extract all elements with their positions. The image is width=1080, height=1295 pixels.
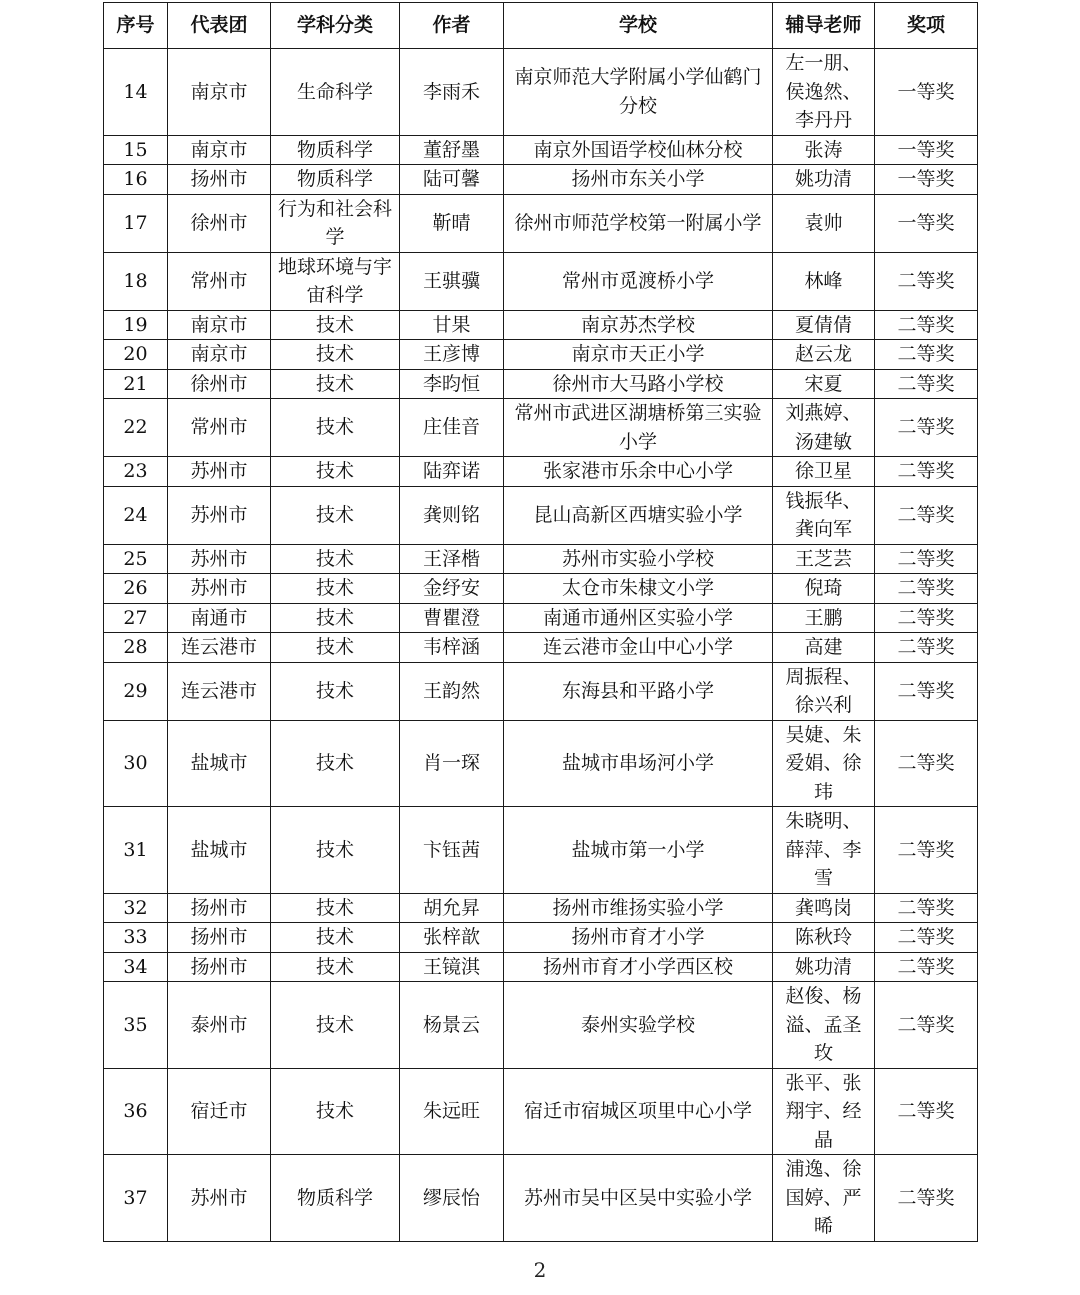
cell-subject: 技术 bbox=[271, 574, 400, 604]
cell-no: 33 bbox=[104, 923, 168, 953]
cell-school: 徐州市师范学校第一附属小学 bbox=[504, 194, 773, 252]
cell-award: 二等奖 bbox=[875, 544, 978, 574]
cell-no: 15 bbox=[104, 135, 168, 165]
cell-no: 36 bbox=[104, 1068, 168, 1155]
cell-delegation: 常州市 bbox=[168, 399, 271, 457]
cell-award: 二等奖 bbox=[875, 340, 978, 370]
cell-award: 一等奖 bbox=[875, 194, 978, 252]
cell-delegation: 盐城市 bbox=[168, 807, 271, 894]
cell-advisor: 张涛 bbox=[773, 135, 875, 165]
cell-advisor: 袁帅 bbox=[773, 194, 875, 252]
cell-delegation: 连云港市 bbox=[168, 633, 271, 663]
cell-advisor: 倪琦 bbox=[773, 574, 875, 604]
cell-author: 李雨禾 bbox=[400, 49, 504, 136]
cell-subject: 技术 bbox=[271, 662, 400, 720]
cell-subject: 技术 bbox=[271, 982, 400, 1069]
cell-author: 张梓歆 bbox=[400, 923, 504, 953]
cell-advisor: 宋夏 bbox=[773, 369, 875, 399]
cell-school: 扬州市育才小学 bbox=[504, 923, 773, 953]
cell-author: 王骐骥 bbox=[400, 252, 504, 310]
cell-author: 王韵然 bbox=[400, 662, 504, 720]
cell-subject: 行为和社会科学 bbox=[271, 194, 400, 252]
cell-subject: 技术 bbox=[271, 399, 400, 457]
cell-subject: 物质科学 bbox=[271, 165, 400, 195]
table-row bbox=[104, 1155, 978, 1242]
cell-no: 35 bbox=[104, 982, 168, 1069]
cell-award: 二等奖 bbox=[875, 807, 978, 894]
cell-subject: 物质科学 bbox=[271, 135, 400, 165]
cell-delegation: 苏州市 bbox=[168, 544, 271, 574]
cell-no: 24 bbox=[104, 486, 168, 544]
cell-subject: 技术 bbox=[271, 457, 400, 487]
cell-author: 韦梓涵 bbox=[400, 633, 504, 663]
cell-award: 二等奖 bbox=[875, 720, 978, 807]
table-row bbox=[104, 49, 978, 136]
cell-advisor: 赵云龙 bbox=[773, 340, 875, 370]
cell-advisor: 姚功清 bbox=[773, 165, 875, 195]
cell-delegation: 扬州市 bbox=[168, 165, 271, 195]
cell-author: 金纾安 bbox=[400, 574, 504, 604]
cell-advisor: 左一朋、侯逸然、李丹丹 bbox=[773, 49, 875, 136]
cell-author: 陆可馨 bbox=[400, 165, 504, 195]
cell-subject: 技术 bbox=[271, 923, 400, 953]
cell-advisor: 王芝芸 bbox=[773, 544, 875, 574]
header-school: 学校 bbox=[504, 3, 773, 49]
cell-school: 苏州市实验小学校 bbox=[504, 544, 773, 574]
cell-author: 李昀恒 bbox=[400, 369, 504, 399]
cell-school: 太仓市朱棣文小学 bbox=[504, 574, 773, 604]
cell-subject: 技术 bbox=[271, 544, 400, 574]
cell-author: 王彦博 bbox=[400, 340, 504, 370]
cell-delegation: 扬州市 bbox=[168, 923, 271, 953]
cell-subject: 技术 bbox=[271, 603, 400, 633]
table-row bbox=[104, 923, 978, 953]
cell-award: 一等奖 bbox=[875, 135, 978, 165]
cell-school: 徐州市大马路小学校 bbox=[504, 369, 773, 399]
cell-subject: 技术 bbox=[271, 486, 400, 544]
cell-no: 23 bbox=[104, 457, 168, 487]
cell-no: 37 bbox=[104, 1155, 168, 1242]
cell-author: 胡允昇 bbox=[400, 893, 504, 923]
table-row bbox=[104, 662, 978, 720]
cell-award: 二等奖 bbox=[875, 633, 978, 663]
cell-no: 16 bbox=[104, 165, 168, 195]
header-no: 序号 bbox=[104, 3, 168, 49]
cell-subject: 物质科学 bbox=[271, 1155, 400, 1242]
table-row bbox=[104, 457, 978, 487]
cell-award: 二等奖 bbox=[875, 982, 978, 1069]
award-table bbox=[103, 2, 978, 1242]
table-row bbox=[104, 252, 978, 310]
cell-award: 一等奖 bbox=[875, 49, 978, 136]
cell-advisor: 赵俊、杨溢、孟圣玫 bbox=[773, 982, 875, 1069]
cell-delegation: 扬州市 bbox=[168, 893, 271, 923]
cell-school: 张家港市乐余中心小学 bbox=[504, 457, 773, 487]
cell-advisor: 浦逸、徐国婷、严晞 bbox=[773, 1155, 875, 1242]
cell-delegation: 宿迁市 bbox=[168, 1068, 271, 1155]
table-row bbox=[104, 633, 978, 663]
cell-school: 南京市天正小学 bbox=[504, 340, 773, 370]
cell-award: 二等奖 bbox=[875, 457, 978, 487]
cell-delegation: 南京市 bbox=[168, 310, 271, 340]
cell-school: 泰州实验学校 bbox=[504, 982, 773, 1069]
cell-advisor: 林峰 bbox=[773, 252, 875, 310]
cell-award: 二等奖 bbox=[875, 893, 978, 923]
cell-subject: 技术 bbox=[271, 633, 400, 663]
cell-subject: 地球环境与宇宙科学 bbox=[271, 252, 400, 310]
cell-advisor: 钱振华、龚向军 bbox=[773, 486, 875, 544]
cell-no: 26 bbox=[104, 574, 168, 604]
cell-award: 二等奖 bbox=[875, 252, 978, 310]
table-row bbox=[104, 310, 978, 340]
cell-advisor: 吴婕、朱爱娟、徐玮 bbox=[773, 720, 875, 807]
cell-delegation: 泰州市 bbox=[168, 982, 271, 1069]
cell-no: 31 bbox=[104, 807, 168, 894]
cell-subject: 技术 bbox=[271, 1068, 400, 1155]
table-row bbox=[104, 194, 978, 252]
cell-subject: 技术 bbox=[271, 310, 400, 340]
cell-school: 南京外国语学校仙林分校 bbox=[504, 135, 773, 165]
cell-school: 盐城市第一小学 bbox=[504, 807, 773, 894]
table-row bbox=[104, 893, 978, 923]
cell-no: 29 bbox=[104, 662, 168, 720]
cell-school: 苏州市吴中区吴中实验小学 bbox=[504, 1155, 773, 1242]
cell-award: 二等奖 bbox=[875, 369, 978, 399]
cell-school: 东海县和平路小学 bbox=[504, 662, 773, 720]
header-subject: 学科分类 bbox=[271, 3, 400, 49]
cell-no: 27 bbox=[104, 603, 168, 633]
cell-delegation: 苏州市 bbox=[168, 574, 271, 604]
cell-advisor: 周振程、徐兴利 bbox=[773, 662, 875, 720]
cell-advisor: 刘燕婷、汤建敏 bbox=[773, 399, 875, 457]
cell-author: 董舒墨 bbox=[400, 135, 504, 165]
cell-delegation: 盐城市 bbox=[168, 720, 271, 807]
cell-award: 二等奖 bbox=[875, 486, 978, 544]
cell-author: 缪辰怡 bbox=[400, 1155, 504, 1242]
cell-delegation: 常州市 bbox=[168, 252, 271, 310]
cell-award: 一等奖 bbox=[875, 165, 978, 195]
cell-school: 连云港市金山中心小学 bbox=[504, 633, 773, 663]
cell-author: 王镜淇 bbox=[400, 952, 504, 982]
cell-no: 21 bbox=[104, 369, 168, 399]
cell-subject: 生命科学 bbox=[271, 49, 400, 136]
cell-subject: 技术 bbox=[271, 893, 400, 923]
cell-school: 南通市通州区实验小学 bbox=[504, 603, 773, 633]
cell-no: 20 bbox=[104, 340, 168, 370]
cell-school: 昆山高新区西塘实验小学 bbox=[504, 486, 773, 544]
cell-delegation: 苏州市 bbox=[168, 457, 271, 487]
cell-award: 二等奖 bbox=[875, 923, 978, 953]
cell-delegation: 苏州市 bbox=[168, 486, 271, 544]
cell-subject: 技术 bbox=[271, 720, 400, 807]
cell-advisor: 姚功清 bbox=[773, 952, 875, 982]
cell-advisor: 高建 bbox=[773, 633, 875, 663]
cell-advisor: 王鹏 bbox=[773, 603, 875, 633]
cell-delegation: 徐州市 bbox=[168, 369, 271, 399]
cell-award: 二等奖 bbox=[875, 603, 978, 633]
cell-author: 庄佳音 bbox=[400, 399, 504, 457]
cell-subject: 技术 bbox=[271, 807, 400, 894]
header-award: 奖项 bbox=[875, 3, 978, 49]
cell-advisor: 夏倩倩 bbox=[773, 310, 875, 340]
table-row bbox=[104, 952, 978, 982]
cell-no: 32 bbox=[104, 893, 168, 923]
cell-author: 朱远旺 bbox=[400, 1068, 504, 1155]
cell-advisor: 龚鸣岗 bbox=[773, 893, 875, 923]
cell-author: 杨景云 bbox=[400, 982, 504, 1069]
cell-delegation: 扬州市 bbox=[168, 952, 271, 982]
cell-delegation: 苏州市 bbox=[168, 1155, 271, 1242]
table-row bbox=[104, 544, 978, 574]
cell-advisor: 朱晓明、薛萍、李雪 bbox=[773, 807, 875, 894]
table-row bbox=[104, 603, 978, 633]
page-number: 2 bbox=[533, 1258, 547, 1282]
cell-school: 扬州市东关小学 bbox=[504, 165, 773, 195]
cell-advisor: 陈秋玲 bbox=[773, 923, 875, 953]
cell-award: 二等奖 bbox=[875, 1068, 978, 1155]
table-row bbox=[104, 165, 978, 195]
cell-no: 34 bbox=[104, 952, 168, 982]
cell-school: 常州市武进区湖塘桥第三实验小学 bbox=[504, 399, 773, 457]
cell-advisor: 张平、张翔宇、经晶 bbox=[773, 1068, 875, 1155]
cell-delegation: 徐州市 bbox=[168, 194, 271, 252]
table-row bbox=[104, 1068, 978, 1155]
header-row bbox=[104, 3, 978, 49]
cell-award: 二等奖 bbox=[875, 1155, 978, 1242]
cell-author: 龚则铭 bbox=[400, 486, 504, 544]
cell-award: 二等奖 bbox=[875, 399, 978, 457]
cell-subject: 技术 bbox=[271, 340, 400, 370]
cell-author: 陆弈诺 bbox=[400, 457, 504, 487]
cell-no: 14 bbox=[104, 49, 168, 136]
cell-no: 28 bbox=[104, 633, 168, 663]
table-row bbox=[104, 982, 978, 1069]
cell-award: 二等奖 bbox=[875, 662, 978, 720]
table-row bbox=[104, 135, 978, 165]
cell-author: 靳晴 bbox=[400, 194, 504, 252]
cell-author: 曹瞿澄 bbox=[400, 603, 504, 633]
cell-no: 19 bbox=[104, 310, 168, 340]
cell-school: 盐城市串场河小学 bbox=[504, 720, 773, 807]
cell-school: 常州市觅渡桥小学 bbox=[504, 252, 773, 310]
cell-no: 17 bbox=[104, 194, 168, 252]
table-row bbox=[104, 340, 978, 370]
cell-award: 二等奖 bbox=[875, 952, 978, 982]
cell-school: 南京苏杰学校 bbox=[504, 310, 773, 340]
cell-author: 王泽楷 bbox=[400, 544, 504, 574]
cell-delegation: 南京市 bbox=[168, 135, 271, 165]
table-row bbox=[104, 720, 978, 807]
cell-delegation: 南京市 bbox=[168, 49, 271, 136]
cell-award: 二等奖 bbox=[875, 574, 978, 604]
cell-school: 扬州市维扬实验小学 bbox=[504, 893, 773, 923]
table-row bbox=[104, 369, 978, 399]
table-row bbox=[104, 486, 978, 544]
table-header bbox=[104, 3, 978, 49]
cell-advisor: 徐卫星 bbox=[773, 457, 875, 487]
cell-no: 25 bbox=[104, 544, 168, 574]
cell-subject: 技术 bbox=[271, 369, 400, 399]
cell-school: 南京师范大学附属小学仙鹤门分校 bbox=[504, 49, 773, 136]
cell-no: 30 bbox=[104, 720, 168, 807]
table-row bbox=[104, 399, 978, 457]
cell-school: 宿迁市宿城区项里中心小学 bbox=[504, 1068, 773, 1155]
cell-award: 二等奖 bbox=[875, 310, 978, 340]
header-delegation: 代表团 bbox=[168, 3, 271, 49]
cell-no: 22 bbox=[104, 399, 168, 457]
table-body bbox=[104, 49, 978, 1242]
table-row bbox=[104, 807, 978, 894]
cell-author: 甘果 bbox=[400, 310, 504, 340]
cell-author: 肖一琛 bbox=[400, 720, 504, 807]
header-author: 作者 bbox=[400, 3, 504, 49]
cell-delegation: 连云港市 bbox=[168, 662, 271, 720]
cell-school: 扬州市育才小学西区校 bbox=[504, 952, 773, 982]
table-row bbox=[104, 574, 978, 604]
cell-author: 卞钰茜 bbox=[400, 807, 504, 894]
cell-delegation: 南京市 bbox=[168, 340, 271, 370]
header-advisor: 辅导老师 bbox=[773, 3, 875, 49]
cell-delegation: 南通市 bbox=[168, 603, 271, 633]
cell-no: 18 bbox=[104, 252, 168, 310]
cell-subject: 技术 bbox=[271, 952, 400, 982]
